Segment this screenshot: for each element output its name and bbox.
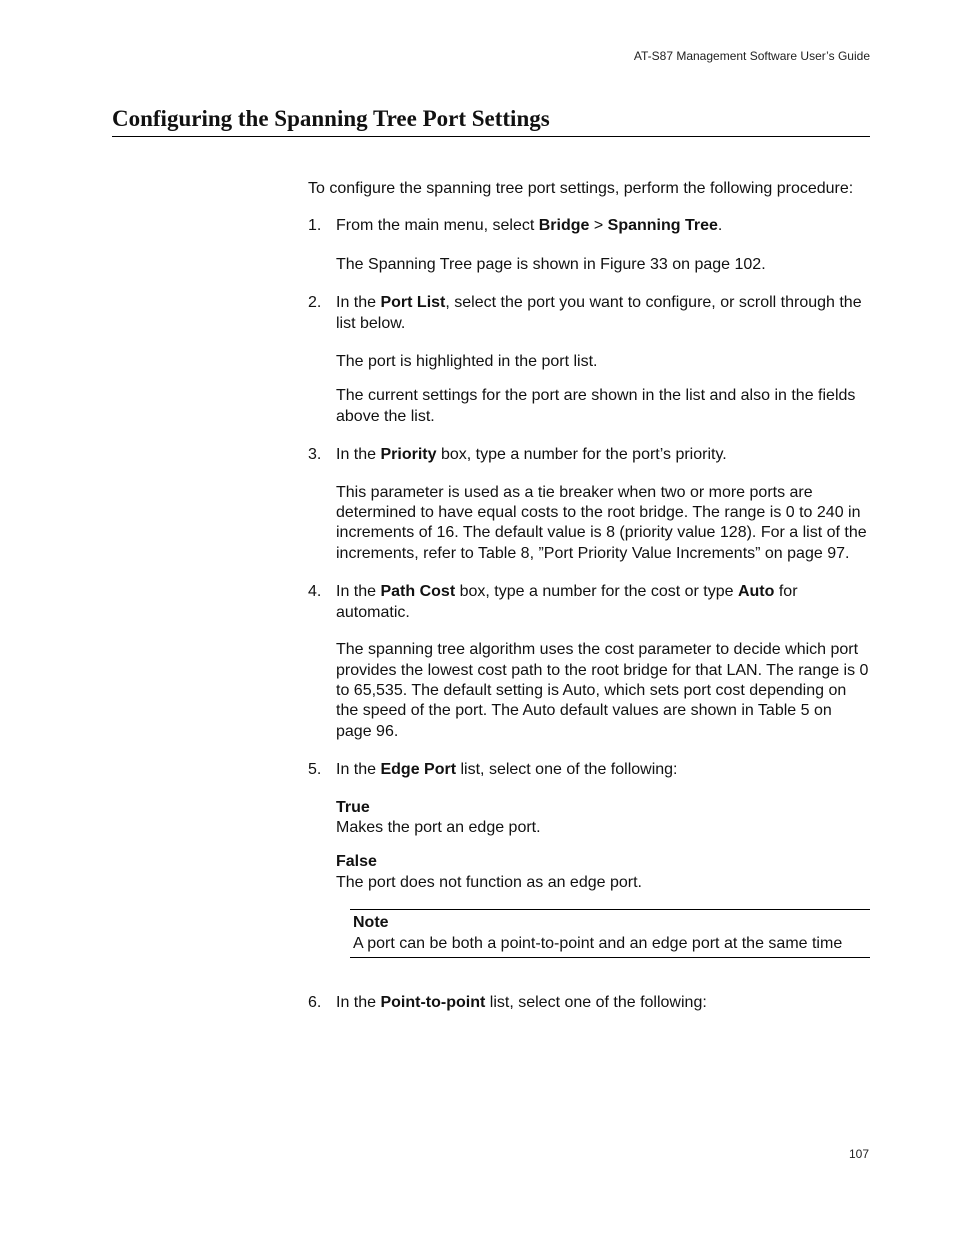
- step-number: 1.: [308, 217, 322, 235]
- step-4: [308, 582, 870, 623]
- step-instruction: In the Priority box, type a number for the port’s priority.: [336, 446, 727, 464]
- field-name-edge-port: Edge Port: [380, 761, 457, 779]
- step-2: [308, 293, 870, 334]
- option-term: True: [336, 798, 370, 816]
- option-description: The port does not function as an edge port.: [336, 873, 642, 891]
- field-name-path-cost: Path Cost: [380, 583, 456, 601]
- value-auto: Auto: [737, 583, 775, 601]
- option-false: [308, 852, 870, 893]
- note-text: A port can be both a point-to-point and an edge port at the same time: [353, 934, 843, 952]
- field-name-port-list: Port List: [380, 294, 446, 312]
- step-2-detail-1: The port is highlighted in the port list.: [336, 353, 598, 371]
- step-number: 4.: [308, 583, 322, 601]
- step-3: [308, 445, 870, 465]
- running-header: AT-S87 Management Software User’s Guide: [633, 49, 870, 63]
- step-instruction: In the Point-to-point list, select one of the following:: [336, 993, 707, 1011]
- step-instruction: In the Port List, select the port you want to configure, or scroll through the list below.: [336, 294, 862, 332]
- step-2-detail-2: The current settings for the port are shown in the list and also in the fields above the list.: [336, 387, 856, 425]
- step-6: [308, 993, 870, 1013]
- option-description: Makes the port an edge port.: [336, 818, 541, 836]
- step-4-detail: The spanning tree algorithm uses the cost parameter to decide which port provides the lowest cost path to the root bridge for that LAN. The range is 0 to 65,535. The default setting is Auto, which sets port cost depending on the speed of the port. The Auto default values are shown in Table 5 on page 96.: [336, 641, 869, 740]
- page-number: 107: [848, 1147, 869, 1161]
- procedure-content: [308, 179, 870, 1013]
- menu-item-spanning-tree: Spanning Tree: [607, 217, 718, 235]
- step-number: 2.: [308, 294, 322, 312]
- step-number: 3.: [308, 446, 322, 464]
- menu-item-bridge: Bridge: [538, 217, 590, 235]
- step-1: [308, 216, 870, 236]
- step-number: 6.: [308, 993, 322, 1011]
- field-name-priority: Priority: [380, 446, 437, 464]
- step-instruction: In the Edge Port list, select one of the following:: [336, 761, 678, 779]
- field-name-point-to-point: Point-to-point: [380, 993, 486, 1011]
- step-instruction: In the Path Cost box, type a number for the cost or type Auto for automatic.: [336, 583, 798, 621]
- note-title: Note: [353, 914, 389, 932]
- step-instruction: From the main menu, select Bridge > Spanning Tree.: [336, 217, 723, 235]
- step-1-detail: The Spanning Tree page is shown in Figure 33 on page 102.: [336, 255, 766, 273]
- option-term: False: [336, 853, 377, 871]
- option-true: [308, 798, 870, 839]
- section-title: Configuring the Spanning Tree Port Settings: [112, 106, 870, 137]
- step-3-detail: This parameter is used as a tie breaker when two or more ports are determined to have equal costs to the root bridge. The range is 0 to 240 in increments of 16. The default value is 8 (priority value 128). For a list of the increments, refer to Table 8, ”Port Priority Value Increments” on page 97.: [336, 483, 867, 562]
- step-5: [308, 760, 870, 780]
- intro-paragraph: To configure the spanning tree port settings, perform the following procedure:: [308, 180, 854, 197]
- note-box: [350, 909, 870, 958]
- step-number: 5.: [308, 761, 322, 779]
